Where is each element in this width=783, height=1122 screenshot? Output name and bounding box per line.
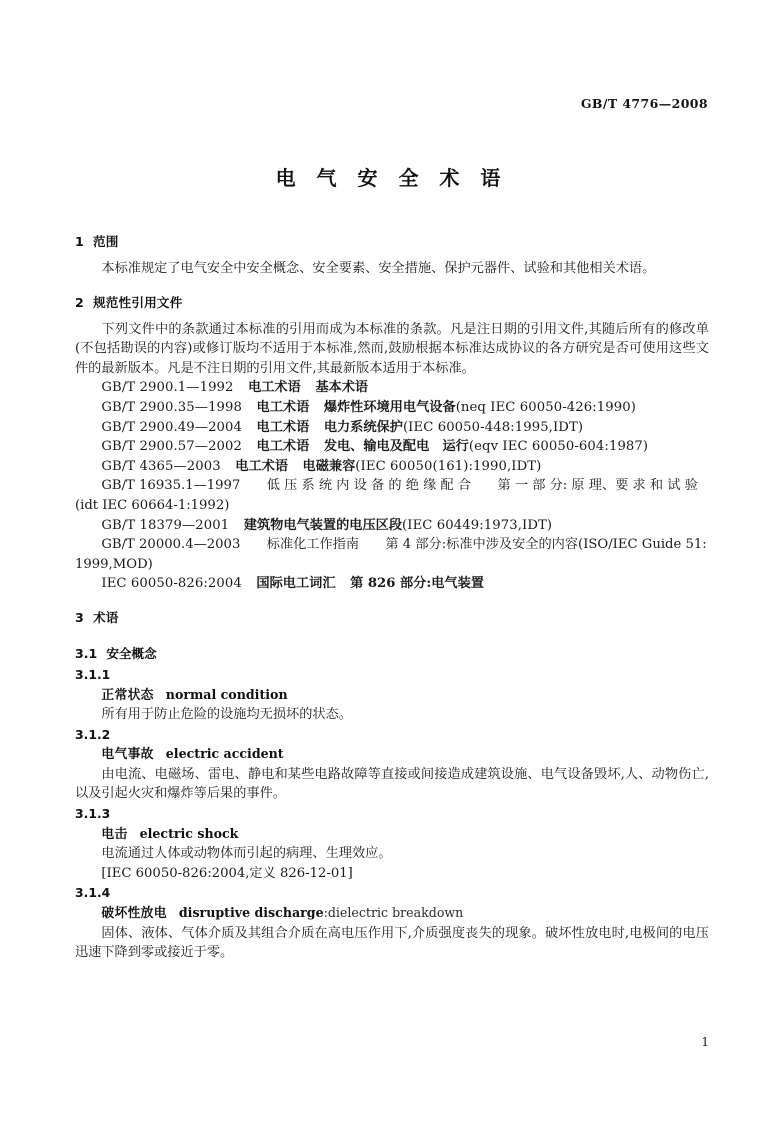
reference-item: [75, 378, 709, 398]
reference-item-16935-line2: (idt IEC 60664-1:1992): [75, 497, 230, 513]
clause-3-1-heading: [75, 643, 709, 662]
clause-2-title: 规范性引用文件: [92, 294, 183, 310]
document-body: [75, 231, 709, 963]
term-name-cn: 正常状态: [101, 687, 154, 703]
reference-code: GB/T 2900.1—1992: [101, 380, 234, 396]
reference-tail: (IEC 60449:1973,IDT): [402, 517, 553, 533]
reference-code: IEC 60050-826:2004: [101, 576, 242, 592]
term-name-cn: 电击: [101, 826, 128, 842]
reference-item: [75, 437, 709, 457]
reference-item: [75, 418, 709, 438]
spacer: [75, 635, 709, 643]
reference-title: 电工术语: [256, 419, 310, 435]
term-heading: [75, 744, 709, 765]
clause-2-heading: [75, 292, 709, 311]
clause-3-1-title: 安全概念: [106, 645, 157, 661]
reference-item: [75, 574, 709, 594]
page-number: 1: [701, 1035, 709, 1049]
term-source-reference: [IEC 60050-826:2004,定义 826-12-01]: [101, 865, 353, 881]
reference-item-20000-line1: GB/T 20000.4—2003 标准化工作指南 第 4 部分:标准中涉及安全的内容(ISO/IEC Guide 51:: [101, 537, 707, 553]
reference-code: GB/T 2900.49—2004: [101, 419, 243, 435]
reference-tail: (IEC 60050(161):1990,IDT): [355, 458, 542, 474]
spacer: [75, 594, 709, 607]
reference-item: [75, 398, 709, 418]
term-definition: 固体、液体、气体介质及其组合介质在高电压作用下,介质强度丧失的现象。破坏性放电时,电极间的电压迅速下降到零或接近于零。: [75, 925, 709, 961]
reference-subtitle: 爆炸性环境用电气设备: [323, 399, 456, 415]
term-definition: 所有用于防止危险的设施均无损坏的状态。: [101, 707, 352, 723]
term-name-en: electric shock: [139, 825, 239, 841]
document-title: 电 气 安 全 术 语: [275, 166, 508, 190]
clause-3-number: 3: [75, 609, 84, 625]
reference-tail: (IEC 60050-448:1995,IDT): [402, 419, 584, 435]
term-name-en-alt: :dielectric breakdown: [323, 905, 464, 921]
reference-code: GB/T 2900.57—2002: [101, 439, 243, 455]
reference-subtitle: 电磁兼容: [302, 458, 356, 474]
clause-2-number: 2: [75, 294, 84, 310]
reference-tail: (eqv IEC 60050-604:1987): [468, 439, 649, 455]
term-name-en: electric accident: [165, 746, 284, 762]
reference-item: [75, 516, 709, 536]
reference-subtitle: 第 826 部分:电气装置: [350, 576, 484, 592]
reference-subtitle: 发电、输电及配电 运行: [323, 439, 469, 455]
reference-subtitle: 电力系统保护: [323, 419, 403, 435]
term-name-cn: 破坏性放电: [101, 906, 167, 922]
term-heading: [75, 685, 709, 706]
reference-title: 国际电工词汇: [256, 576, 336, 592]
term-heading: [75, 824, 709, 845]
clause-1-number: 1: [75, 234, 84, 249]
term-name-en: disruptive discharge: [178, 905, 324, 921]
reference-tail: (neq IEC 60050-426:1990): [455, 399, 637, 415]
spacer: [75, 279, 709, 292]
term-number: 3.1.3: [75, 806, 111, 822]
reference-title: 电工术语: [235, 458, 289, 474]
term-definition: 由电流、电磁场、雷电、静电和某些电路故障等直接或间接造成建筑设施、电气设备毁坏,人、动物伤亡,以及引起火灾和爆炸等后果的事件。: [75, 766, 709, 802]
reference-subtitle: 基本术语: [315, 380, 369, 396]
clause-3-title: 术语: [92, 609, 119, 625]
reference-item-20000-line2: 1999,MOD): [75, 556, 153, 572]
running-header-standard-code: GB/T 4776—2008: [580, 96, 708, 111]
term-number: 3.1.2: [75, 726, 111, 742]
term-number: 3.1.4: [75, 885, 111, 901]
term-name-en: normal condition: [165, 686, 288, 702]
reference-title: 电工术语: [248, 380, 301, 396]
reference-code: GB/T 18379—2001: [101, 517, 230, 533]
reference-code: GB/T 2900.35—1998: [101, 399, 243, 415]
reference-item-16935-line1: GB/T 16935.1—1997 低 压 系 统 内 设 备 的 绝 缘 配 合 第 一 部 分: 原 理、要 求 和 试 验: [101, 478, 698, 494]
clause-1-paragraph: 本标准规定了电气安全中安全概念、安全要素、安全措施、保护元器件、试验和其他相关术语。: [101, 261, 656, 276]
clause-2-paragraph: 下列文件中的条款通过本标准的引用而成为本标准的条款。凡是注日期的引用文件,其随后所有的修改单(不包括勘误的内容)或修订版均不适用于本标准,然而,鼓励根据本标准达成协议的各方研究是否可使用这些文件的最新版本。凡是不注日期的引用文件,其最新版本适用于本标准。: [75, 321, 709, 376]
reference-title: 电工术语: [256, 399, 310, 415]
clause-3-1-number: 3.1: [75, 645, 98, 661]
term-name-cn: 电气事故: [101, 747, 154, 763]
reference-item: [75, 457, 709, 477]
reference-code: GB/T 4365—2003: [101, 458, 221, 474]
clause-1-title: 范围: [92, 234, 119, 249]
term-heading: [75, 903, 709, 924]
reference-title: 电工术语: [256, 439, 310, 455]
clause-1-heading: [75, 231, 709, 250]
reference-title: 建筑物电气装置的电压区段: [243, 517, 403, 533]
term-definition: 电流通过人体或动物体而引起的病理、生理效应。: [101, 846, 392, 862]
clause-3-heading: [75, 607, 709, 626]
term-number: 3.1.1: [75, 666, 111, 682]
